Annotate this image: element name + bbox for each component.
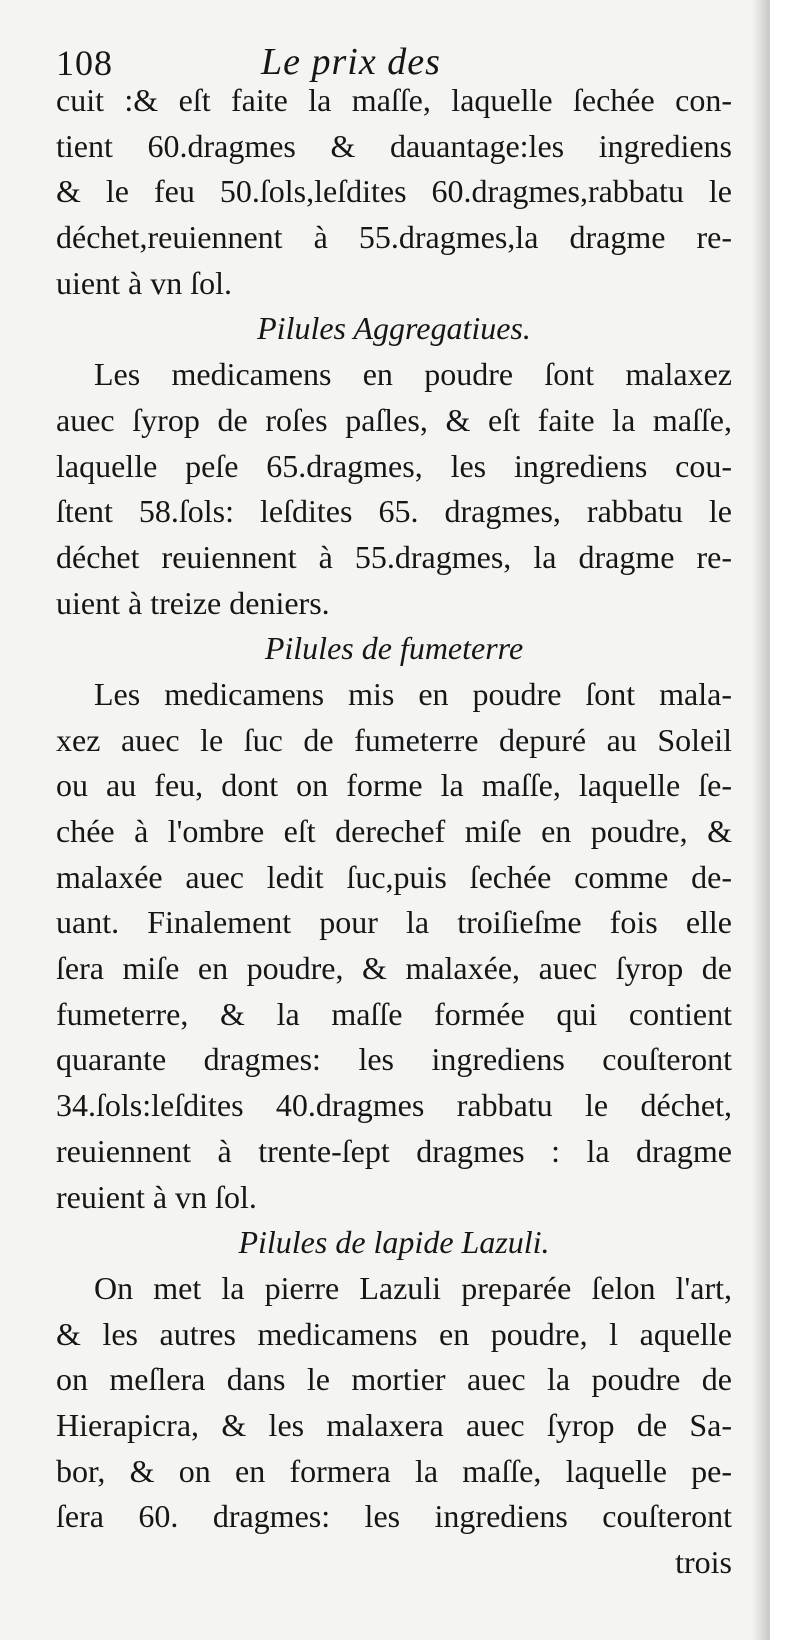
text-line: laquelle peſe 65.dragmes, les ingrediens cou- — [56, 447, 732, 484]
text-line: ou au feu, dont on forme la maſſe, laquelle ſe- — [56, 767, 732, 804]
text-line: uient à vn ſol. — [56, 264, 232, 301]
text-line: uient à treize deniers. — [56, 584, 330, 621]
page-edge-shadow — [752, 0, 770, 1640]
text-line: bor, & on en formera la maſſe, laquelle pe- — [56, 1452, 732, 1489]
text-line: & les autres medicamens en poudre, l aquelle — [56, 1315, 732, 1352]
text-line: chée à l'ombre eſt derechef miſe en poudre, & — [56, 813, 732, 849]
text-line: reuient à vn ſol. — [56, 1178, 257, 1215]
catchword: trois — [675, 1544, 732, 1580]
text-line: déchet,reuiennent à 55.dragmes,la dragme re- — [56, 219, 732, 256]
text-line: fumeterre, & la maſſe formée qui contient — [56, 995, 732, 1032]
text-line: & le feu 50.ſols,leſdites 60.dragmes,rabbatu le — [56, 173, 732, 210]
text-line: ſera miſe en poudre, & malaxée, auec ſyrop de — [56, 950, 732, 987]
text-line: Hierapicra, & les malaxera auec ſyrop de Sa- — [56, 1406, 732, 1443]
running-head: Le prix des — [261, 41, 441, 83]
section-heading: Pilules Aggregatiues. — [257, 310, 531, 347]
text-line: ſtent 58.ſols: leſdites 65. dragmes, rabbatu le — [56, 493, 732, 530]
text-line: cuit :& eſt faite la maſſe, laquelle ſechée con- — [56, 82, 732, 118]
text-line: tient 60.dragmes & dauantage:les ingrediens — [56, 127, 732, 164]
text-line: reuiennent à trente-ſept dragmes : la dragme — [56, 1132, 732, 1169]
page-number: 108 — [56, 43, 113, 83]
text-line: ſera 60. dragmes: les ingrediens couſteront — [56, 1498, 732, 1535]
text-line: malaxée auec ledit ſuc,puis ſechée comme de- — [56, 858, 732, 895]
text-line: quarante dragmes: les ingrediens couſteront — [56, 1041, 732, 1078]
section-heading: Pilules de fumeterre — [264, 630, 524, 667]
text-line: 34.ſols:leſdites 40.dragmes rabbatu le déchet, — [56, 1087, 732, 1124]
text-line: On met la pierre Lazuli preparée ſelon l'art, — [94, 1269, 732, 1306]
text-line: Les medicamens mis en poudre ſont mala- — [94, 675, 732, 712]
text-line: uant. Finalement pour la troiſieſme fois elle — [56, 904, 732, 941]
text-line: auec ſyrop de roſes paſles, & eſt faite la maſſe, — [56, 401, 732, 438]
text-line: Les medicamens en poudre ſont malaxez — [94, 356, 732, 393]
text-line: déchet reuiennent à 55.dragmes, la dragme re- — [56, 538, 732, 575]
page-body — [56, 78, 732, 1586]
section-heading: Pilules de lapide Lazuli. — [238, 1224, 550, 1261]
text-line: xez auec le ſuc de fumeterre depuré au Soleil — [56, 721, 732, 758]
text-line: on meſlera dans le mortier auec la poudre de — [56, 1361, 732, 1398]
